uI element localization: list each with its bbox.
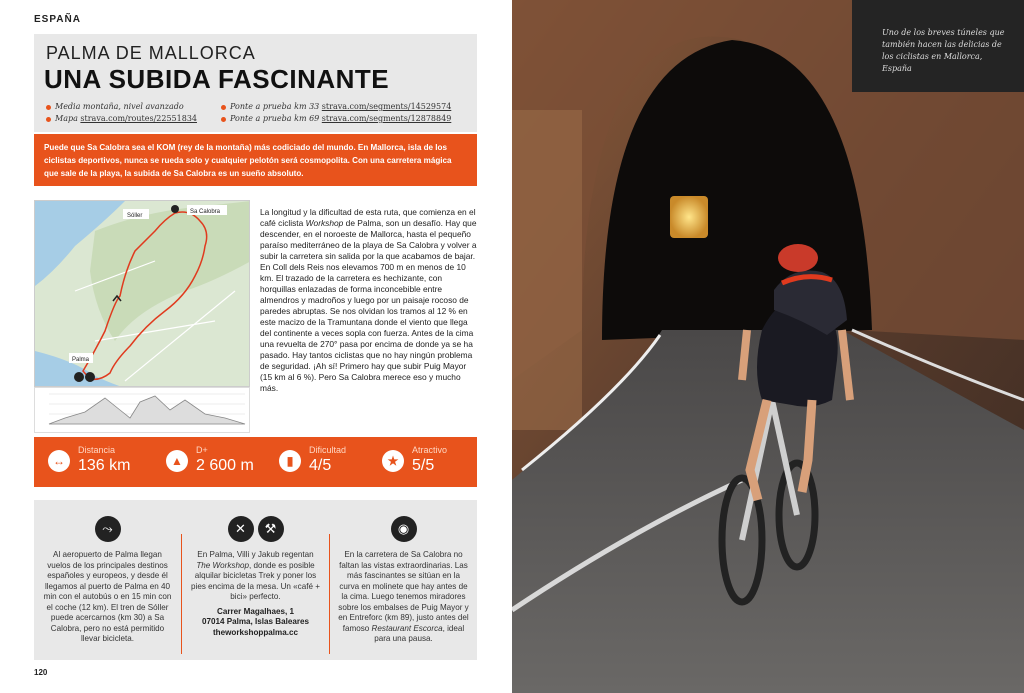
col-getting-there: ⤳ Al aeropuerto de Palma llegan vuelos de los principales destinos españoles y europeos, y desde él llegamos al puerto de Palma en 40 min con el autobús o en 15 min con el coche (12 km). El tren de Sóller puede acercarnos (km 30) a Sa Calobra, pero no está permitido llevar bicicleta.	[34, 500, 181, 660]
elevation-curve	[49, 396, 245, 424]
cafe-marker-icon	[74, 372, 84, 382]
elevation-icon: ▲	[166, 450, 188, 472]
body-text: La longitud y la dificultad de esta ruta, que comienza en el café ciclista Workshop de Palma, son un desafío. Hay que descender, en el noroeste de Mallorca, hasta el pequeño paraíso mediterráneo de la playa de Sa Calobra y volver a subir la carretera sin salida por la que acabamos de bajar. En Coll dels Reis nos elevamos 700 m en menos de 10 km. El trazado de la carretera es hechizante, con horquillas enlazadas de forma inconcebible entre almendros y madroños y luego por un paisaje rocoso de paredes abruptas. Se nos olvidan los tramos al 12 % en este macizo de la Tramuntana donde el viento que llega del continente a veces sopla con fuerza. Antes de la cima una revuelta de 270° pasa por encima de donde ya se ha pasado. Hay tantos ciclistas que no hay ningún problema de seguridad. ¡Ah sí! Primero hay que subir Puig Mayor (15 km al 6 %). Pero Sa Calobra merece eso y mucho más.	[260, 207, 477, 393]
section-tag: ESPAÑA	[34, 14, 81, 25]
col-where-to-eat: ✕ ⚒ En Palma, Villi y Jakub regentan The Workshop, donde es posible alquilar bicicletas Trek y poner los pies encima de la mesa. Un «café + bici» perfecto. Carrer Magalhaes, 1 07014 Palma, Islas Baleares theworkshoppalma.cc	[182, 500, 329, 660]
title-box	[34, 34, 477, 132]
address-line-1: Carrer Magalhaes, 1	[217, 606, 294, 616]
map-label-soller: Sóller	[127, 213, 143, 219]
info-test2: Ponte a prueba km 69 strava.com/segments/12878849	[221, 114, 451, 123]
route-icon: ⤳	[95, 516, 121, 542]
bullet-icon	[46, 117, 51, 122]
photo-caption-box	[852, 0, 1024, 92]
right-page-photo	[512, 0, 1024, 693]
map-link[interactable]: strava.com/routes/22551834	[80, 114, 197, 123]
camera-icon: ◉	[391, 516, 417, 542]
bullet-icon	[46, 105, 51, 110]
route-map	[34, 200, 250, 387]
cyclist-tunnel-photo	[512, 0, 1024, 693]
info-level: Media montaña, nivel avanzado	[46, 102, 184, 111]
address-line-2: 07014 Palma, Islas Baleares	[201, 617, 310, 626]
wrench-icon: ⚒	[258, 516, 284, 542]
start-marker-icon	[171, 205, 179, 213]
elevation-profile	[34, 387, 250, 433]
practical-info-panel	[34, 500, 477, 660]
attractions-icon: ★	[382, 450, 404, 472]
difficulty-icon: ▮	[279, 450, 301, 472]
bullet-icon	[221, 105, 226, 110]
tools-marker-icon	[85, 372, 95, 382]
map-graphic	[35, 201, 250, 387]
map-label-sacalobra: Sa Calobra	[190, 209, 221, 215]
col-views: ◉ En la carretera de Sa Calobra no faltan las vistas extraordinarias. Las más fascinantes se sitúan en la curva en molinete que hay antes de la cima. Luego tenemos miradores sobre los embalses de Puig Mayor y en Entreforc (km 89), justo antes del famoso Restaurant Escorca, ideal para una pausa.	[330, 500, 477, 660]
photo-caption: Uno de los breves túneles que también hacen las delicias de los ciclistas en Mallorca, España	[882, 28, 1005, 73]
website-link[interactable]: theworkshoppalma.cc	[212, 627, 298, 637]
distance-icon: ↔	[48, 450, 70, 472]
info-map: Mapa strava.com/routes/22551834	[46, 114, 197, 123]
map-label-palma: Palma	[72, 357, 90, 363]
elevation-graphic	[35, 388, 251, 434]
bullet-icon	[221, 117, 226, 122]
route-title: UNA SUBIDA FASCINANTE	[44, 64, 390, 94]
segment-link-1[interactable]: strava.com/segments/14529574	[321, 102, 452, 111]
stats-bar: ↔ Distancia 136 km ▲ D+ 2 600 m ▮ Dificultad 4/5 ★ Atractivo 5/5	[34, 437, 477, 487]
cutlery-icon: ✕	[228, 516, 254, 542]
mountain-area	[90, 201, 250, 341]
intro-box: Puede que Sa Calobra sea el KOM (rey de la montaña) más codiciado del mundo. En Mallorca, isla de los ciclistas deportivos, nunca se rueda solo y cualquier pelotón será cosmopolita. Con una carretera mágica que sale de la playa, la subida de Sa Calobra es un sueño absoluto.	[34, 134, 477, 186]
info-test1: Ponte a prueba km 33 strava.com/segments/14529574	[221, 102, 451, 111]
page-number: 120	[34, 668, 48, 677]
segment-link-2[interactable]: strava.com/segments/12878849	[321, 114, 452, 123]
route-location: PALMA DE MALLORCA	[46, 43, 256, 63]
